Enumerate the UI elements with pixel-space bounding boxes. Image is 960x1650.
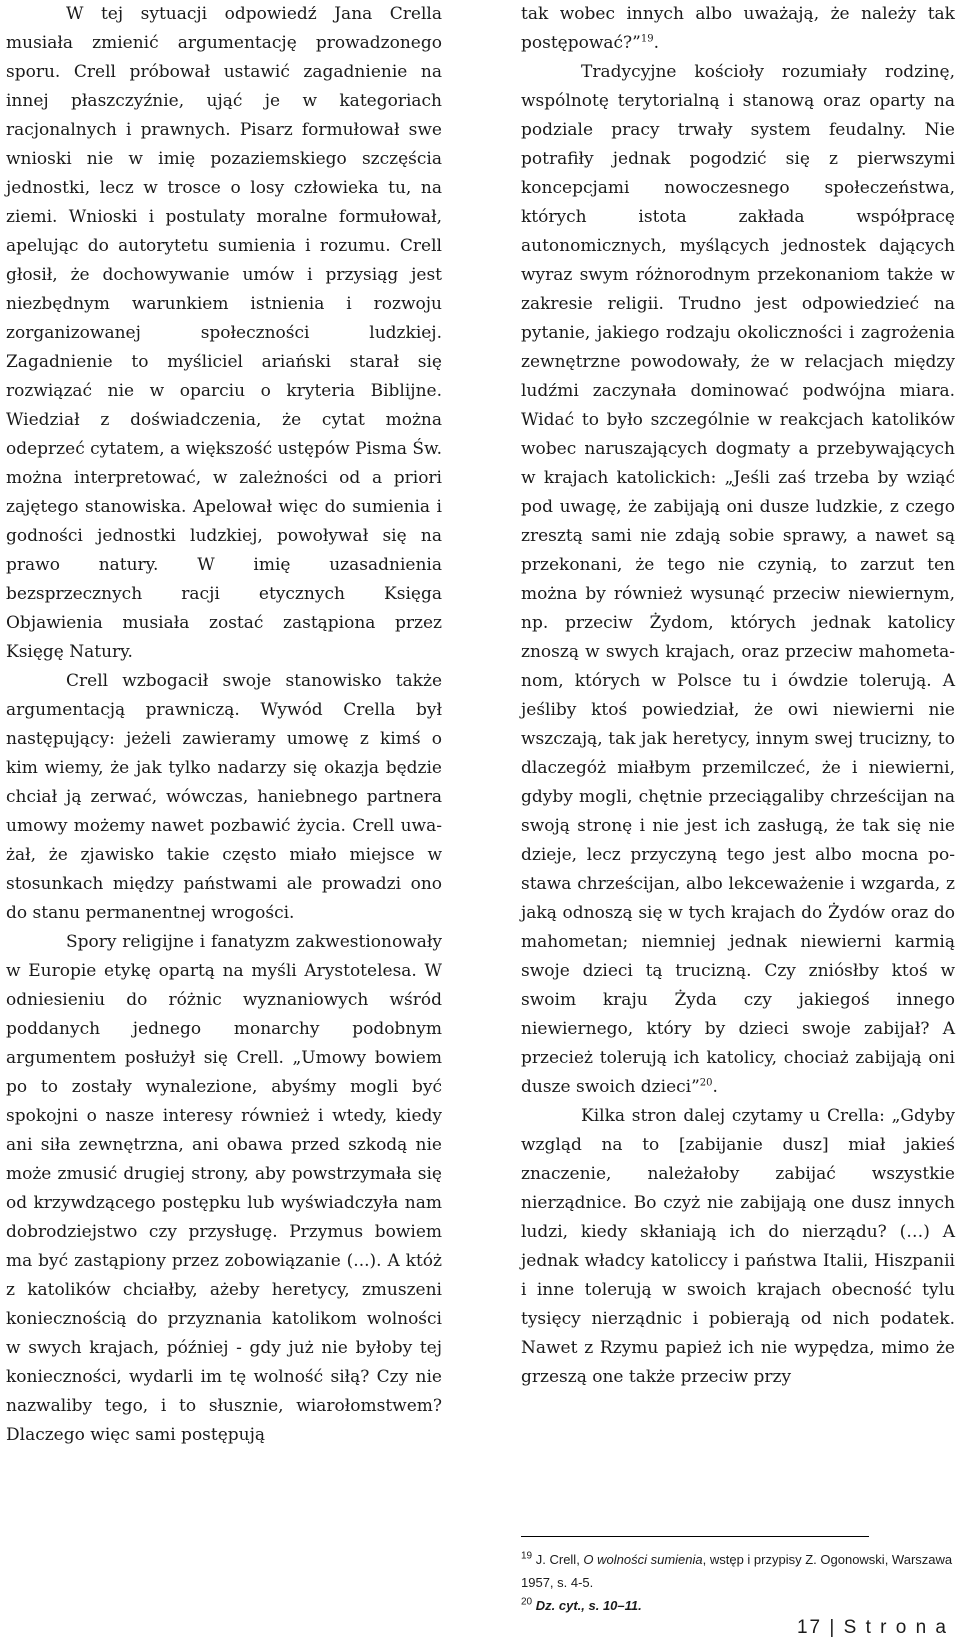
footnote-text: , wstęp i przypisy Z. Ogonowski, Warszawa 1957, s. 4-5. [521, 1552, 953, 1590]
paragraph-end: . [712, 1077, 718, 1097]
footnote-text: Dz. cyt., s. 10–11. [535, 1598, 642, 1613]
right-column [521, 0, 955, 1392]
paragraph [521, 58, 955, 1102]
page-number: 17 | S t r o n a [796, 1617, 948, 1638]
footnote-number: 20 [521, 1596, 533, 1608]
paragraph-end: . [653, 33, 660, 53]
footnote-text: J. Crell, [535, 1552, 584, 1567]
footnotes [521, 1548, 955, 1617]
paragraph-text: Tradycyjne kościoły rozumiały rodzinę, wspólnotę terytorialną i stanową oraz oparty na podziale pracy trwały system feudalny. Nie potrafiły jednak pogodzić się z pierwszymi koncepcjami nowoczesnego społeczeństwa, których istota zakłada współpracę autonomicznych, myślących jednostek dających wyraz swym różnorodnym przekonaniom także w zakresie religii. Trudno jest odpowiedzieć na pytanie, jakiego rodzaju okoliczności i zagrożenia zewnętrzne powodowały, że w relacjach między ludźmi zaczynała dominować podwójna miara. Widać to było szczególnie w reakcjach katolików wobec naruszających dogmaty a przebywających w krajach katolickich: „Jeśli zaś trzeba by wziąć pod uwagę, że zabijają oni dusze ludzkie, z czego zresztą sami nie zdają sobie sprawy, a nawet są przekonani, że tego nie czynią, to zarzut ten można by również wysunąć przeciw niewiernym, np. przeciw Żydom, których jednak katolicy znoszą w swych krajach, oraz przeciw mahometanom, których w Polsce tu i ówdzie tolerują. A jeśliby ktoś powiedział, że owi niewierni nie wszczają, tak jak heretycy, innym swej trucizny, to dlaczegóż miałbym przemilczeć, że i niewierni, gdyby mogli, chętnie przeciągaliby chrześcijan na swoją stronę i nie jest ich zasługą, że tak się nie dzieje, lecz przyczyną tego jest albo mocna postawa chrześcijan, albo lekceważenie i wzgarda, z jaką odnoszą się w tych krajach do Żydów oraz do mahometan; niemniej jednak niewierni karmią swoje dzieci tą trucizną. Czy zniósłby ktoś w swoim kraju Żyda czy jakiegoś innego niewiernego, który by dzieci swoje zabijał? A przecież tolerują ich katolicy, chociaż zabijają oni dusze swoich dzieci” [521, 62, 955, 1097]
paragraph: Spory religijne i fanatyzm zakwestionowały w Europie etykę opartą na myśli Arystotelesa. W odniesieniu do różnic wyznaniowych wśród poddanych jednego monarchy podobnym argumentem posłużył się Crell. „Umowy bowiem po to zostały wynalezione, abyśmy mogli być spokojni o nasze interesy również i wtedy, kiedy ani siła zewnętrzna, ani obawa przed szkodą nie może zmusić drugiej strony, aby powstrzymała się od krzywdzącego postępku lub wyświadczyła nam dobrodziejstwo czy przysługę. Przymus bowiem ma być zastąpiony przez zobowiązanie (...). A któż z katolików chciałby, ażeby heretycy, zmuszeni koniecznością do przyznania katolikom wolności w swych krajach, później - gdy już nie byłoby tej konieczności, wydarli im tę wolność siłą? Czy nie nazwaliby tego, i to słusznie, wiarołomstwem? Dlaczego więc sami postępują [6, 932, 442, 1445]
footnote-ref-19: 19 [640, 33, 654, 45]
left-column [6, 0, 442, 1450]
footnote-ref-20: 20 [699, 1077, 713, 1089]
footnote-19 [521, 1548, 955, 1594]
paragraph: Kilka stron dalej czytamy u Crella: „Gdyby wzgląd na to [zabijanie dusz] miał jakieś znaczenie, należałoby zabijać wszystkie nierządnice. Bo czyż nie zabijają one dusz innych ludzi, kiedy skłaniają ich do nierządu? (…) A jednak władcy katoliccy i państwa Italii, Hiszpanii i inne tolerują w swoich krajach obecność tylu tysięcy nierządnic i pobierają od nich podatek. Nawet z Rzymu papież ich nie wypędza, mimo że grzeszą one także przeciw przy [521, 1106, 955, 1387]
paragraph: Crell wzbogacił swoje stanowisko także argumentacją prawniczą. Wywód Crella był następujący: jeżeli zawieramy umowę z kimś o kim wiemy, że jak tylko nadarzy się okazja będzie chciał ją zerwać, wówczas, haniebnego partnera umowy możemy nawet pozbawić życia. Crell uważał, że zjawisko takie często miało miejsce w stosunkach między państwami ale prowadzi ono do stanu permanentnej wrogości. [6, 671, 442, 923]
paragraph: W tej sytuacji odpowiedź Jana Crella musiała zmienić argumentację prowadzonego sporu. Crell próbował ustawić zagadnienie na innej płaszczyźnie, ująć je w kategoriach racjonalnych i prawnych. Pisarz formułował swe wnioski nie w imię pozaziemskiego szczęścia jednostki, lecz w trosce o losy człowieka tu, na ziemi. Wnioski i postulaty moralne formułował, apelując do autorytetu sumienia i rozumu. Crell głosił, że dochowywanie umów i przysiąg jest niezbędnym warunkiem istnienia i rozwoju zorganizowanej społeczności ludzkiej. Zagadnienie to myśliciel ariański starał się rozwiązać nie w oparciu o kryteria Biblijne. Wiedział z doświadczenia, że cytat można odeprzeć cytatem, a większość ustępów Pisma Św. można interpretować, w zależności od a priori zajętego stanowiska. Apelował więc do sumienia i godności jednostki ludzkiej, powoływał się na prawo natury. W imię uzasadnienia bezsprzecznych racji etycznych Księga Objawienia musiała zostać zastąpiona przez Księgę Natury. [6, 4, 442, 662]
footnote-title: O wolności sumienia [583, 1552, 703, 1567]
footnote-divider [521, 1536, 869, 1537]
paragraph-continuation [521, 0, 955, 58]
paragraph-text: tak wobec innych albo uważają, że należy tak postępować?” [521, 4, 955, 53]
footnote-number: 19 [521, 1550, 533, 1562]
footnote-20 [521, 1594, 955, 1617]
